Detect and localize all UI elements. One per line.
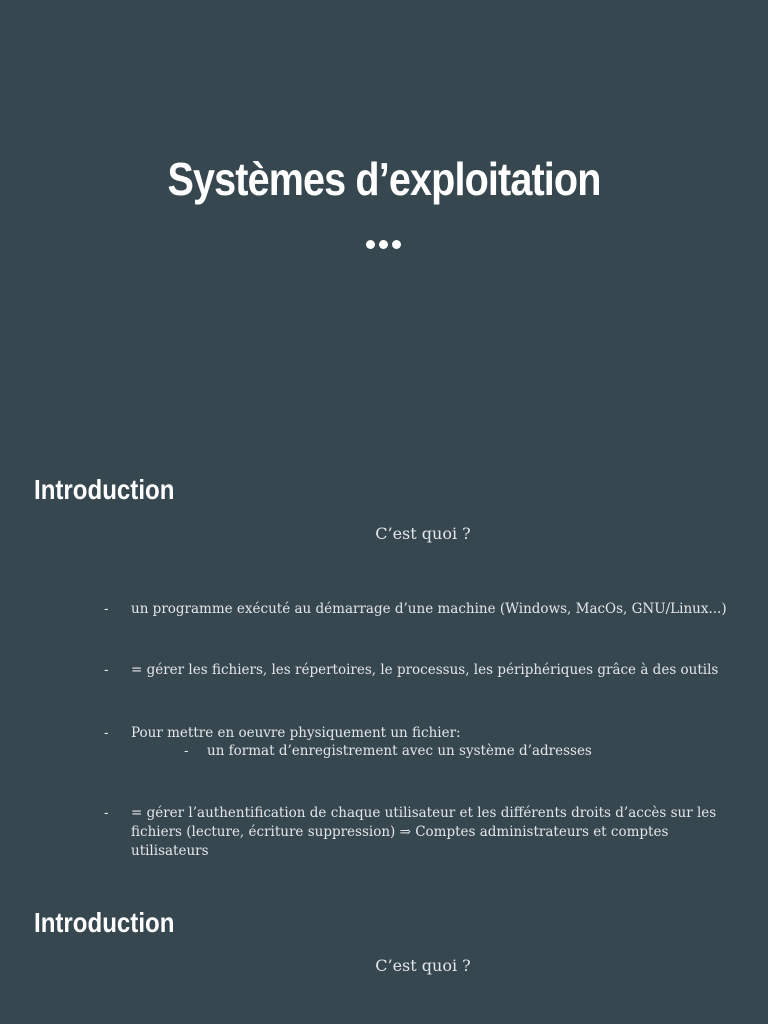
subheading: C’est quoi ? xyxy=(375,956,471,975)
dot-icon xyxy=(366,240,375,249)
section-heading-introduction: Introduction xyxy=(34,474,175,505)
bullet-dash: - xyxy=(104,662,109,678)
bullet-text: Pour mettre en oeuvre physiquement un fichier: xyxy=(131,725,461,741)
sub-bullet-text: un format d’enregistrement avec un système d’adresses xyxy=(207,743,592,759)
subheading: C’est quoi ? xyxy=(375,524,471,543)
bullet-item xyxy=(104,600,744,619)
bullet-dash: - xyxy=(104,601,109,617)
bullet-item xyxy=(104,804,744,861)
bullet-dash: - xyxy=(184,743,189,759)
bullet-text: un programme exécuté au démarrage d’une machine (Windows, MacOs, GNU/Linux...) xyxy=(131,601,727,617)
sub-bullet-item xyxy=(184,742,592,761)
slide-title: Systèmes d’exploitation xyxy=(167,153,601,205)
bullet-text: = gérer les fichiers, les répertoires, le processus, les périphériques grâce à des outils xyxy=(131,662,719,678)
bullet-dash: - xyxy=(104,805,109,821)
bullet-dash: - xyxy=(104,725,109,741)
bullet-text: = gérer l’authentification de chaque utilisateur et les différents droits d’accès sur les fichiers (lecture, écriture suppression) ⇒ Comptes administrateurs et comptes utilisateurs xyxy=(131,805,717,859)
bullet-item xyxy=(104,724,744,743)
section-heading-introduction: Introduction xyxy=(34,907,175,938)
ellipsis-icon xyxy=(366,240,406,250)
dot-icon xyxy=(392,240,401,249)
bullet-item xyxy=(104,661,744,680)
dot-icon xyxy=(379,240,388,249)
